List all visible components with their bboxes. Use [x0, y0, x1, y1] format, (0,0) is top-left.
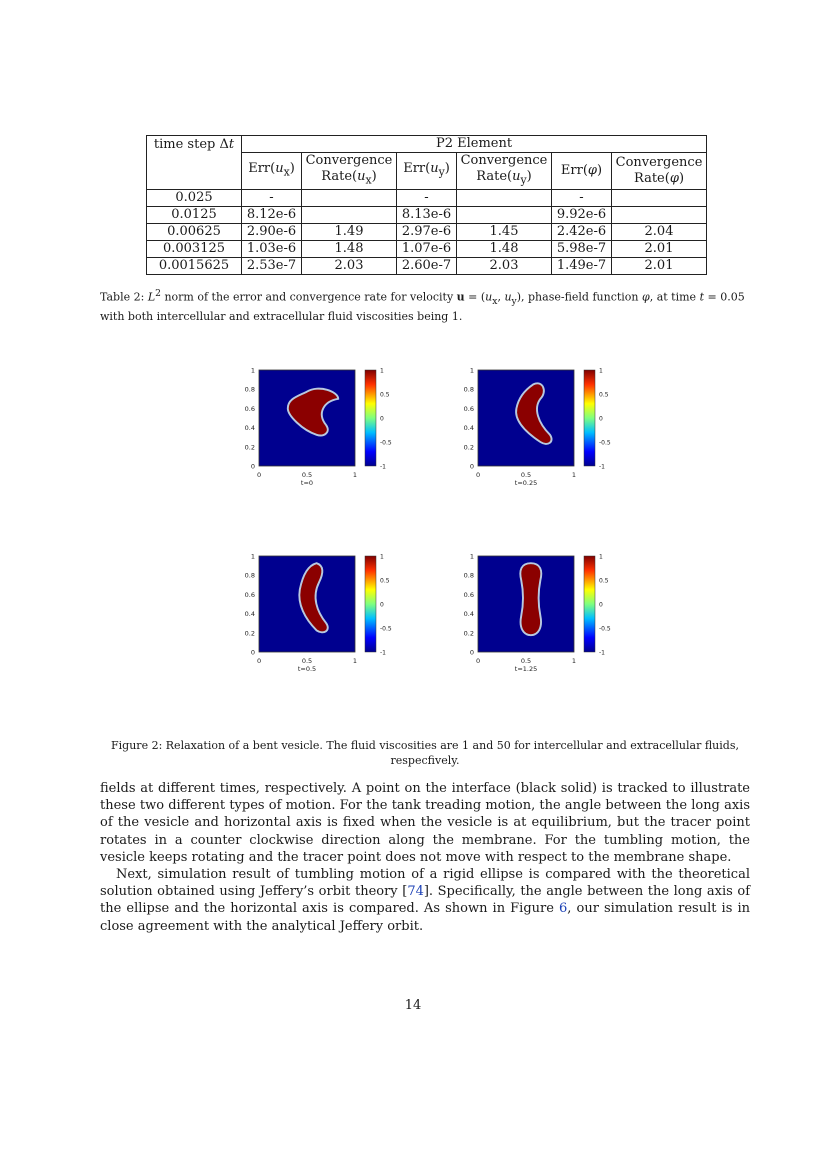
figure-caption: Figure 2: Relaxation of a bent vesicle. The fluid viscosities are 1 and 50 for intercellular and extracellular fluids, respecfively.	[111, 739, 739, 767]
colorbar-tick-label: 0.5	[599, 577, 609, 585]
table-cell: 2.04	[612, 223, 707, 240]
table-cell	[457, 206, 552, 223]
table-row	[147, 240, 707, 257]
header-rate-phi: Convergence Rate(φ)	[612, 153, 707, 190]
colorbar	[365, 556, 376, 652]
table-cell: -	[397, 189, 457, 206]
colorbar-tick-label: -1	[599, 463, 605, 471]
colorbar-tick-label: 0.5	[380, 577, 390, 585]
x-tick-label: 0.5	[301, 657, 313, 665]
figure-panel-t125	[462, 551, 662, 686]
table-cell: 1.48	[457, 240, 552, 257]
table-cell: 0.003125	[147, 240, 242, 257]
phase-field-plot	[243, 551, 443, 686]
colorbar-tick-label: -0.5	[380, 439, 392, 447]
header-time-step: time step Δt	[147, 136, 242, 190]
table-cell: 1.45	[457, 223, 552, 240]
table-cell: 2.03	[302, 257, 397, 274]
colorbar	[584, 556, 595, 652]
x-tick-label: 1	[352, 471, 358, 479]
table-cell: 0.00625	[147, 223, 242, 240]
y-tick-label: 1	[469, 552, 474, 561]
table-cell: 1.07e-6	[397, 240, 457, 257]
x-tick-label: 1	[352, 657, 358, 665]
table-cell: 2.60e-7	[397, 257, 457, 274]
table-cell: 1.48	[302, 240, 397, 257]
header-rate-uy: Convergence $Rate(u_y)$	[457, 153, 552, 190]
time-label: t=0.5	[297, 665, 317, 673]
header-p2-element: P2 Element	[242, 136, 707, 153]
y-tick-label: 0.6	[463, 404, 474, 413]
table-cell: 5.98e-7	[552, 240, 612, 257]
figure-panel-t05	[243, 551, 443, 686]
colorbar-tick-label: 1	[380, 553, 384, 561]
header-rate-ux: Convergence $Rate(u_x)$	[302, 153, 397, 190]
colorbar-tick-label: -0.5	[599, 625, 611, 633]
table-cell	[612, 206, 707, 223]
x-tick-label: 0	[256, 471, 262, 479]
x-tick-label: 0	[475, 471, 481, 479]
y-tick-label: 0.4	[244, 610, 255, 619]
y-tick-label: 0.4	[244, 424, 255, 433]
x-tick-label: 0.5	[301, 471, 313, 479]
paragraph-1: fields at different times, respectively. A point on the interface (black solid) is tracked to illustrate these two different types of motion. For the tank treading motion, the angle between the long axis of the vesicle and horizontal axis is fixed when the vesicle is at equilibrium, but the tracer point rotates in a counter clockwise direction along the membrane. For the tumbling motion, the vesicle keeps rotating and the tracer point does not move with respect to the membrane shape.	[100, 781, 750, 865]
table-row	[147, 257, 707, 274]
table-row	[147, 223, 707, 240]
y-tick-label: 0	[469, 462, 474, 471]
colorbar-tick-label: 1	[599, 367, 603, 375]
colorbar-tick-label: -1	[599, 649, 605, 657]
colorbar-tick-label: 0.5	[599, 391, 609, 399]
x-tick-label: 0.5	[520, 471, 532, 479]
y-tick-label: 0.2	[244, 443, 255, 452]
y-tick-label: 1	[250, 366, 255, 375]
x-tick-label: 1	[571, 657, 577, 665]
y-tick-label: 0	[469, 648, 474, 657]
colorbar-tick-label: -1	[380, 463, 386, 471]
phase-field-plot	[462, 551, 662, 686]
time-label: t=1.25	[514, 665, 538, 673]
y-tick-label: 1	[469, 366, 474, 375]
y-tick-label: 1	[250, 552, 255, 561]
figure-panel-t025	[462, 365, 662, 500]
x-tick-label: 0.5	[520, 657, 532, 665]
table-cell: 2.01	[612, 257, 707, 274]
table-cell: 0.025	[147, 189, 242, 206]
table-cell: 0.0015625	[147, 257, 242, 274]
page-number: 14	[404, 998, 422, 1013]
y-tick-label: 0.2	[244, 629, 255, 638]
header-err-phi: Err(φ)	[552, 153, 612, 190]
colorbar-tick-label: 1	[380, 367, 384, 375]
header-err-uy: $Err(u_y)$	[397, 153, 457, 190]
colorbar-tick-label: 0	[380, 415, 384, 423]
y-tick-label: 0.8	[244, 385, 255, 394]
table-cell: 2.01	[612, 240, 707, 257]
colorbar-tick-label: -1	[380, 649, 386, 657]
table-cell	[302, 206, 397, 223]
colorbar-tick-label: 0	[599, 601, 603, 609]
colorbar-tick-label: -0.5	[599, 439, 611, 447]
table-cell: 2.90e-6	[242, 223, 302, 240]
table-cell: 2.03	[457, 257, 552, 274]
table-cell: -	[552, 189, 612, 206]
colorbar-tick-label: 1	[599, 553, 603, 561]
y-tick-label: 0.2	[463, 443, 474, 452]
colorbar-tick-label: 0	[380, 601, 384, 609]
y-tick-label: 0.6	[244, 404, 255, 413]
citation-link[interactable]: 74	[407, 884, 424, 900]
time-label: t=0	[300, 479, 314, 487]
results-table	[146, 135, 707, 275]
table-cell: 9.92e-6	[552, 206, 612, 223]
table-cell: 1.03e-6	[242, 240, 302, 257]
paragraph-2: Next, simulation result of tumbling motion of a rigid ellipse is compared with the theoretical solution obtained using Jeffery’s orbit theory [74]. Specifically, the angle between the long axis of the ellipse and the horizontal axis is compared. As shown in Figure 6, our simulation result is in close agreement with the analytical Jeffery orbit.	[100, 867, 751, 934]
table-caption: Table 2: $L^2$ norm of the error and convergence rate for velocity $u = (u_x$, $u_y$), phase-field function φ, at time t = 0.05 with both intercellular and extracellular fluid viscosities being 1.	[100, 288, 745, 323]
time-label: t=0.25	[514, 479, 538, 487]
table-cell: 8.13e-6	[397, 206, 457, 223]
x-tick-label: 1	[571, 471, 577, 479]
table-cell: 2.53e-7	[242, 257, 302, 274]
table-cell: 8.12e-6	[242, 206, 302, 223]
y-tick-label: 0.4	[463, 610, 474, 619]
y-tick-label: 0.8	[463, 571, 474, 580]
table-row	[147, 206, 707, 223]
table-cell	[457, 189, 552, 206]
y-tick-label: 0.6	[463, 590, 474, 599]
y-tick-label: 0.4	[463, 424, 474, 433]
colorbar-tick-label: -0.5	[380, 625, 392, 633]
x-tick-label: 0	[256, 657, 262, 665]
figure-link[interactable]: 6	[559, 901, 568, 917]
table-row	[147, 189, 707, 206]
y-tick-label: 0.8	[244, 571, 255, 580]
y-tick-label: 0	[250, 648, 255, 657]
x-tick-label: 0	[475, 657, 481, 665]
colorbar	[365, 370, 376, 466]
colorbar-tick-label: 0.5	[380, 391, 390, 399]
colorbar	[584, 370, 595, 466]
table-cell: 2.42e-6	[552, 223, 612, 240]
header-err-ux: $Err(u_x)$	[242, 153, 302, 190]
table-cell	[612, 189, 707, 206]
y-tick-label: 0.6	[244, 590, 255, 599]
figure-panel-t0	[243, 365, 443, 500]
table-cell: -	[242, 189, 302, 206]
table-cell: 1.49e-7	[552, 257, 612, 274]
table-cell: 0.0125	[147, 206, 242, 223]
table-cell	[302, 189, 397, 206]
colorbar-tick-label: 0	[599, 415, 603, 423]
body-text	[100, 780, 750, 935]
phase-field-plot	[243, 365, 443, 500]
phase-field-plot	[462, 365, 662, 500]
y-tick-label: 0	[250, 462, 255, 471]
vesicle-shape	[520, 563, 541, 635]
table-cell: 2.97e-6	[397, 223, 457, 240]
y-tick-label: 0.8	[463, 385, 474, 394]
y-tick-label: 0.2	[463, 629, 474, 638]
table-cell: 1.49	[302, 223, 397, 240]
